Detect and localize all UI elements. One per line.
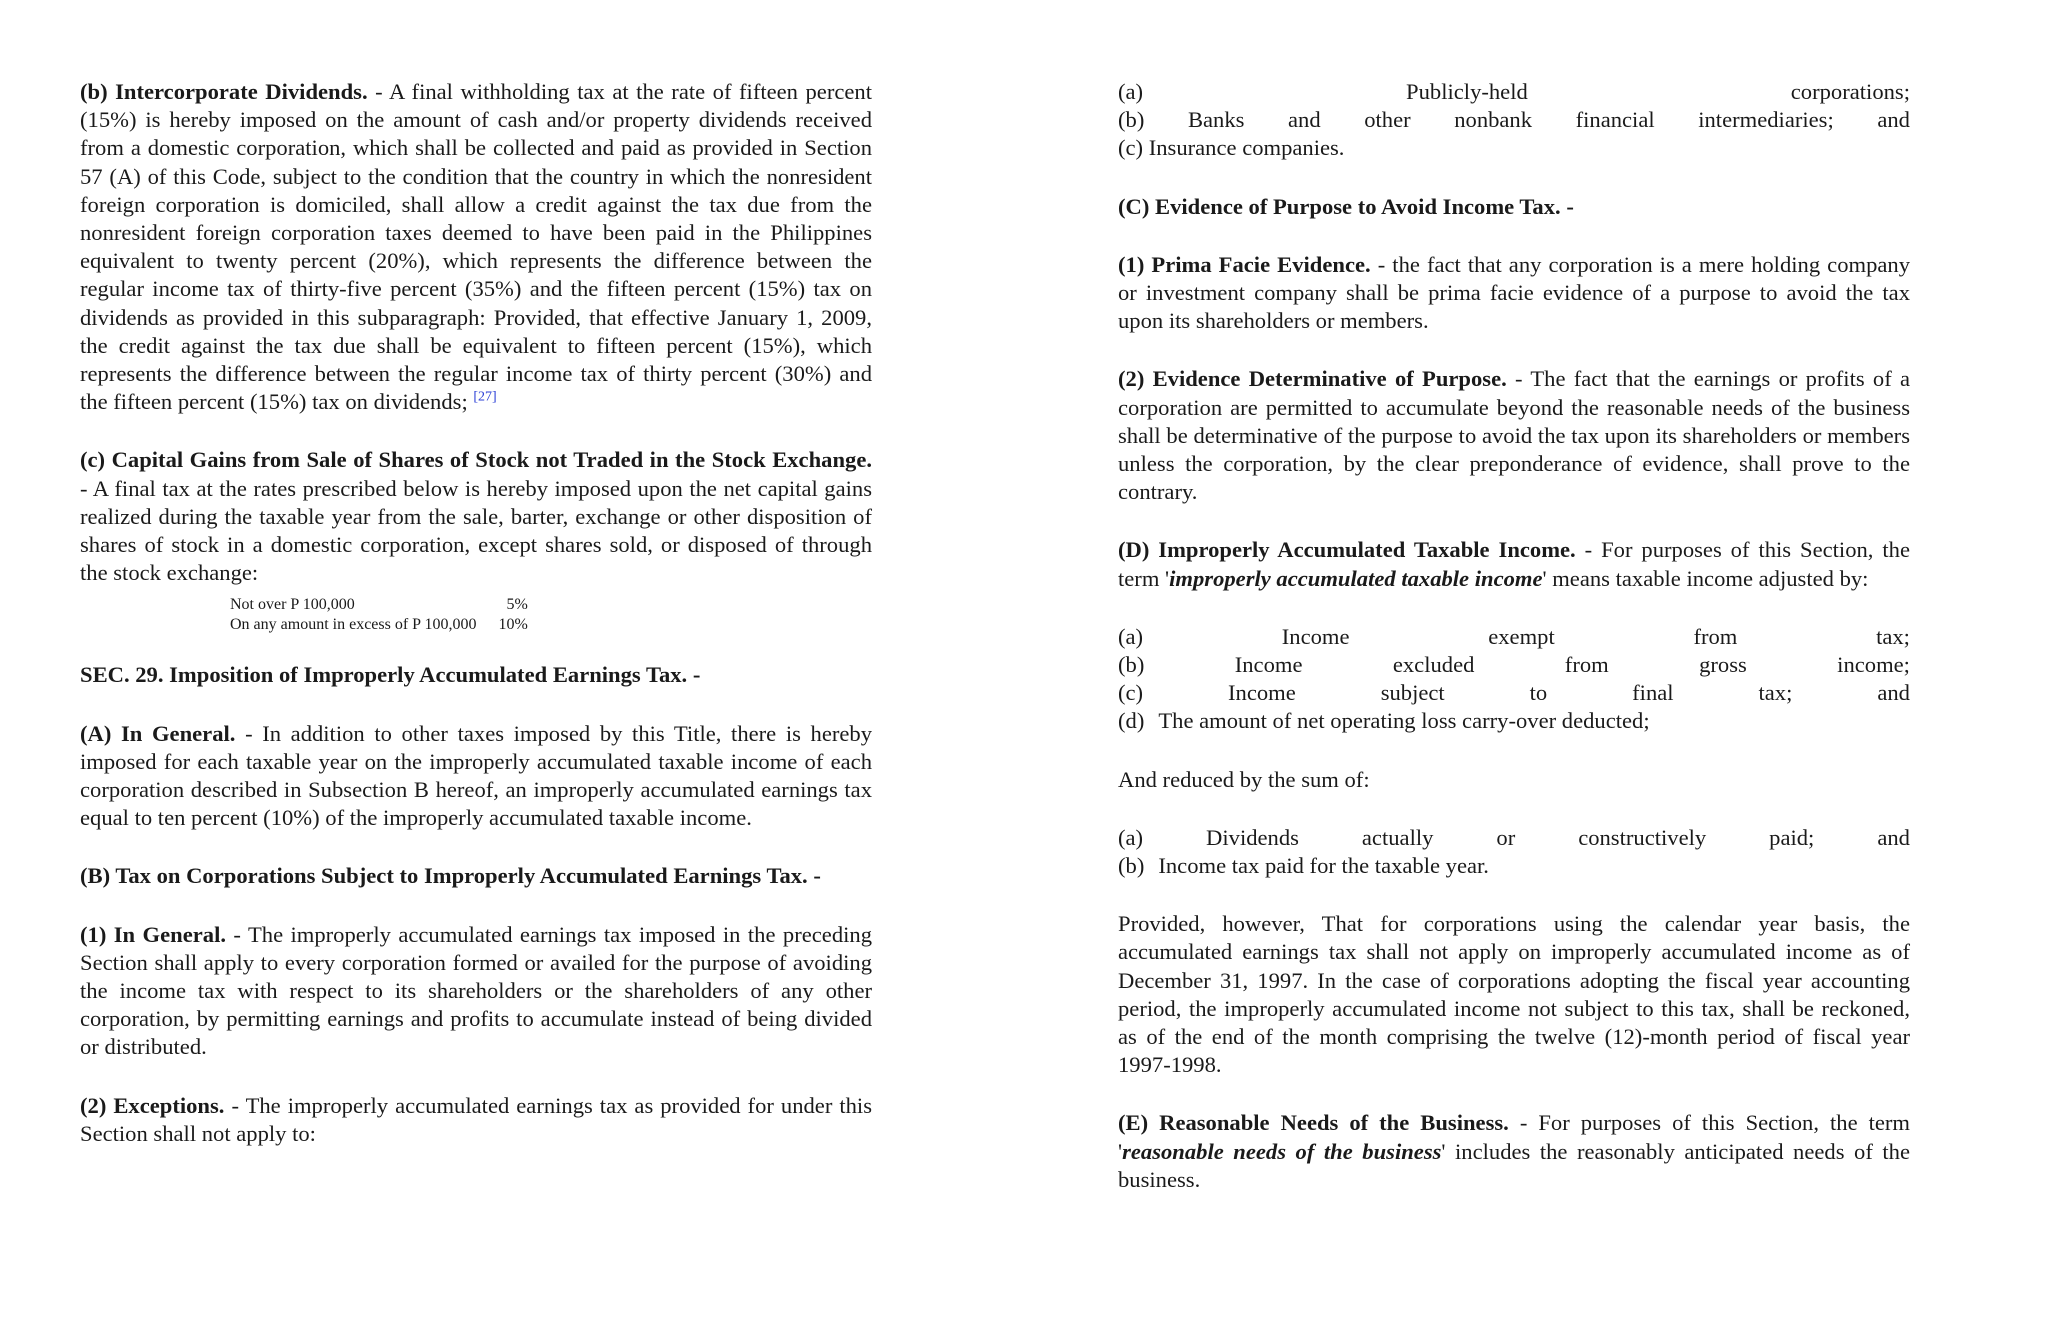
right-page [1024, 0, 2048, 1339]
paragraph-intercorporate-dividends [80, 78, 872, 416]
heading-determinative: (2) Evidence Determinative of Purpose. [1118, 366, 1507, 392]
list-word: final [1632, 680, 1674, 706]
section-29-title: SEC. 29. Imposition of Improperly Accumulated Earnings Tax. - [80, 662, 701, 688]
list-word: from [1693, 623, 1738, 649]
paragraph-determinative [1118, 365, 1910, 506]
list-text: Income tax paid for the taxable year. [1158, 853, 1489, 879]
heading-c-evidence-of-purpose: (C) Evidence of Purpose to Avoid Income Tax. - [1118, 193, 1574, 219]
right-column [1118, 78, 1910, 1194]
heading-b-tax-on-corporations: (B) Tax on Corporations Subject to Improperly Accumulated Earnings Tax. - [80, 863, 821, 889]
paragraph-d-improperly-accumulated [1118, 536, 1910, 592]
list-word: Income [1228, 680, 1296, 706]
list-item [1118, 134, 1910, 162]
list-word: nonbank [1454, 107, 1533, 133]
list-number: (d) [1118, 708, 1145, 734]
list-word: (b) [1118, 107, 1145, 133]
list-word: (a) [1118, 79, 1144, 104]
list-word: Dividends [1206, 824, 1299, 850]
text-prima-facie: - the fact that any corporation is a mere holding company or investment company shall be prima facie evidence of a purpose to avoid the tax upon its shareholders or members. [1118, 251, 1910, 334]
list-item [1118, 623, 1910, 651]
rate-row [230, 595, 528, 615]
list-word: paid; [1769, 824, 1815, 850]
text-e-after: ' includes the reasonably anticipated needs of the business. [1118, 1138, 1910, 1192]
list-item [1118, 679, 1910, 707]
list-word: (a) [1118, 824, 1144, 850]
text-2-exceptions: - The improperly accumulated earnings tax as provided for under this Section shall not apply to: [80, 1092, 872, 1146]
rate-value: 10% [498, 616, 528, 634]
text-determinative: - The fact that the earnings or profits of a corporation are permitted to accumulate beyond the reasonable needs of the business shall be determinative of the purpose to avoid the tax upon its shareholders or members unless the corporation, by the clear preponderance of evidence, shall prove to the contrary. [1118, 366, 1910, 505]
text-d-after: ' means taxable income adjusted by: [1542, 565, 1869, 591]
text-a-in-general: - In addition to other taxes imposed by this Title, there is hereby imposed for each taxable year on the improperly accumulated taxable income of each corporation described in Subsection B hereof, an improperly accumulated earnings tax equal to ten percent (10%) of the improperly accumulated taxable income. [80, 720, 872, 831]
list-word: corporations; [1790, 79, 1910, 104]
list-word: Income [1234, 652, 1303, 678]
paragraph-a-in-general [80, 720, 872, 833]
reductions-list [1118, 824, 1910, 880]
list-item [1118, 852, 1910, 880]
list-word: other [1364, 107, 1411, 133]
list-word: intermediaries; [1698, 107, 1834, 133]
text-1-in-general: - The improperly accumulated earnings tax imposed in the preceding Section shall apply to every corporation formed or availed for the purpose of avoiding the income tax with respect to its shareholders or the shareholders of any other corporation, by permitting earnings and profits to accumulate instead of being divided or distributed. [80, 921, 872, 1060]
text-intercorporate-dividends: - A final withholding tax at the rate of fifteen percent (15%) is hereby imposed on the amount of cash and/or property dividends received from a domestic corporation, which shall be collected and paid as provided in Section 57 (A) of this Code, subject to the condition that the country in which the nonresident foreign corporation is domiciled, shall allow a credit against the tax due from the nonresident foreign corporation taxes deemed to have been paid in the Philippines equivalent to twenty percent (20%), which represents the difference between the regular income tax of thirty-five percent (35%) and the fifteen percent (15%) tax on dividends as provided in this subparagraph: Provided, that effective January 1, 2009, the credit against the tax due shall be equivalent to fifteen percent (15%), which represents the difference between the regular income tax of thirty percent (30%) and the fifteen percent (15%) tax on dividends; [80, 79, 872, 415]
list-word: income; [1837, 652, 1910, 678]
list-number: (b) [1118, 853, 1145, 879]
list-item [1118, 651, 1910, 679]
list-word: (c) Insurance companies. [1118, 135, 1345, 161]
list-item [1118, 78, 1910, 106]
heading-1-in-general: (1) In General. [80, 921, 226, 947]
term-reasonable-needs: reasonable needs of the business [1122, 1138, 1442, 1164]
rate-value: 5% [506, 596, 528, 614]
paragraph-reduced-by: And reduced by the sum of: [1118, 766, 1370, 792]
list-word: actually [1361, 824, 1434, 850]
list-word: (b) [1118, 652, 1145, 678]
list-word: Banks [1187, 107, 1245, 133]
text-d-before: - For purposes of this Section, the term ' [1118, 537, 1910, 591]
heading-e-reasonable-needs: (E) Reasonable Needs of the Business. [1118, 1110, 1509, 1136]
paragraph-provided-however: Provided, however, That for corporations using the calendar year basis, the accumulated earnings tax shall not apply on improperly accumulated income as of December 31, 1997. In the case of corporations adopting the fiscal year accounting period, the improperly accumulated income not subject to this tax, shall be reckoned, as of the end of the month comprising the twelve (12)-month period of fiscal year 1997-1998. [1118, 911, 1910, 1078]
heading-d-improperly-accumulated: (D) Improperly Accumulated Taxable Income. [1118, 537, 1576, 563]
list-word: or [1496, 824, 1516, 850]
list-word: and [1877, 107, 1910, 133]
list-word: financial [1575, 107, 1655, 133]
heading-2-exceptions: (2) Exceptions. [80, 1092, 225, 1118]
rate-label: On any amount in excess of P 100,000 [230, 616, 477, 634]
list-word: and [1877, 680, 1910, 706]
list-item [1118, 106, 1910, 134]
list-word: to [1529, 680, 1548, 706]
list-word: constructively [1578, 824, 1707, 850]
left-column [80, 78, 872, 1148]
paragraph-1-in-general [80, 921, 872, 1062]
list-item [1118, 707, 1910, 735]
list-word: tax; [1758, 680, 1793, 706]
text-capital-gains: - A final tax at the rates prescribed below is hereby imposed upon the net capital gains realized during the taxable year from the sale, barter, exchange or other disposition of shares of stock in a domestic corporation, except shares sold, or disposed of through the stock exchange: [80, 475, 872, 586]
paragraph-prima-facie [1118, 251, 1910, 336]
footnote-link[interactable]: [27] [473, 389, 497, 405]
heading-prima-facie: (1) Prima Facie Evidence. [1118, 251, 1371, 277]
list-word: Publicly-held [1406, 79, 1528, 104]
text-e-before: - For purposes of this Section, the term ' [1118, 1110, 1911, 1164]
rate-label: Not over P 100,000 [230, 596, 355, 614]
list-word: (a) [1118, 623, 1144, 649]
paragraph-e-reasonable-needs [1118, 1109, 1910, 1194]
heading-intercorporate-dividends: (b) Intercorporate Dividends. [80, 79, 368, 104]
term-improperly-accumulated: improperly accumulated taxable income [1169, 565, 1543, 591]
list-word: gross [1699, 652, 1747, 678]
list-word: and [1288, 107, 1321, 133]
list-word: exempt [1488, 623, 1555, 649]
list-word: tax; [1876, 623, 1910, 649]
rate-row [230, 615, 528, 635]
list-item [1118, 824, 1910, 852]
list-word: subject [1380, 680, 1445, 706]
exceptions-list [1118, 78, 1910, 163]
list-word: and [1877, 824, 1910, 850]
paragraph-2-exceptions [80, 1092, 872, 1148]
list-word: excluded [1392, 652, 1475, 678]
heading-a-in-general: (A) In General. [80, 720, 236, 746]
list-word: from [1564, 652, 1609, 678]
capital-gains-rate-table [230, 595, 528, 635]
heading-capital-gains: (c) Capital Gains from Sale of Shares of Stock not Traded in the Stock Exchange. [80, 447, 872, 473]
list-text: The amount of net operating loss carry-over deducted; [1158, 708, 1650, 734]
list-word: Income [1281, 623, 1350, 649]
list-word: (c) [1118, 680, 1144, 706]
paragraph-capital-gains [80, 446, 872, 587]
adjustments-list [1118, 623, 1910, 736]
